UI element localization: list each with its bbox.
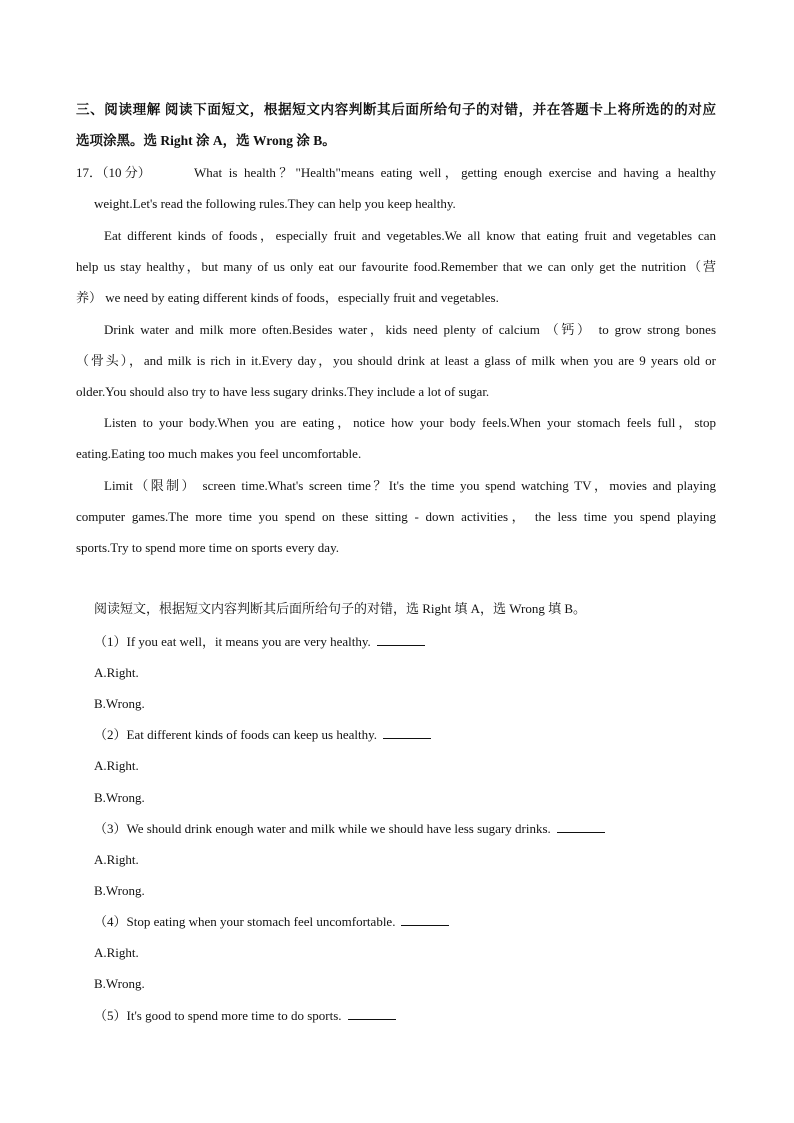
question-number: 17．（10 分） — [76, 165, 151, 180]
passage-line: Drink water and milk more often.Besides water，kids need plenty of calcium （钙） to grow strong bones — [104, 322, 716, 337]
option-a: A.Right. — [94, 852, 139, 867]
section-title-line-1: 三、阅读理解 阅读下面短文，根据短文内容判断其后面所给句子的对错，并在答题卡上将所选的的对应 — [76, 102, 716, 117]
answer-blank — [401, 914, 449, 926]
question-4 — [94, 914, 449, 930]
passage-line: 养） we need by eating different kinds of foods，especially fruit and vegetables. — [76, 290, 499, 305]
question-text: （3）We should drink enough water and milk while we should have less sugary drinks. — [94, 821, 551, 836]
passage-line: （骨头），and milk is rich in it.Every day，you should drink at least a glass of milk when you are 9 years old or — [76, 353, 716, 368]
passage-line: Limit（限制） screen time.What's screen time？It's the time you spend watching TV，movies and playing — [104, 478, 716, 493]
passage-line: weight.Let's read the following rules.They can help you keep healthy. — [94, 196, 456, 211]
passage-line: Eat different kinds of foods，especially fruit and vegetables.We all know that eating fruit and vegetables can — [104, 228, 716, 243]
question-2 — [94, 727, 431, 743]
answer-blank — [348, 1008, 396, 1020]
question-text: （2）Eat different kinds of foods can keep us healthy. — [94, 727, 378, 742]
passage-line: computer games.The more time you spend on these sitting - down activities， the less time you spend playing — [76, 509, 716, 524]
question-5 — [94, 1008, 396, 1024]
question-text: （5）It's good to spend more time to do sports. — [94, 1008, 342, 1023]
section-title-line-2: 选项涂黑。选 Right 涂 A，选 Wrong 涂 B。 — [76, 133, 336, 148]
option-b: B.Wrong. — [94, 790, 145, 805]
option-a: A.Right. — [94, 665, 139, 680]
passage-line: What is health？"Health"means eating well，getting enough exercise and having a healthy — [194, 165, 716, 180]
question-1 — [94, 634, 425, 650]
question-3 — [94, 821, 605, 837]
option-a: A.Right. — [94, 758, 139, 773]
answer-blank — [557, 821, 605, 833]
passage-line: older.You should also try to have less sugary drinks.They include a lot of sugar. — [76, 384, 490, 399]
passage-line: Listen to your body.When you are eating，notice how your body feels.When your stomach feels full，stop — [104, 415, 716, 430]
passage-line: help us stay healthy，but many of us only eat our favourite food.Remember that we can only get the nutrition（营 — [76, 259, 716, 274]
question-text: （1）If you eat well，it means you are very healthy. — [94, 634, 371, 649]
option-b: B.Wrong. — [94, 696, 145, 711]
instructions: 阅读短文，根据短文内容判断其后面所给句子的对错，选 Right 填 A，选 Wrong 填 B。 — [94, 601, 587, 616]
passage-line: sports.Try to spend more time on sports every day. — [76, 540, 339, 555]
question-text: （4）Stop eating when your stomach feel uncomfortable. — [94, 914, 396, 929]
passage-line: eating.Eating too much makes you feel uncomfortable. — [76, 446, 362, 461]
option-a: A.Right. — [94, 945, 139, 960]
answer-blank — [377, 634, 425, 646]
option-b: B.Wrong. — [94, 976, 145, 991]
answer-blank — [383, 727, 431, 739]
option-b: B.Wrong. — [94, 883, 145, 898]
